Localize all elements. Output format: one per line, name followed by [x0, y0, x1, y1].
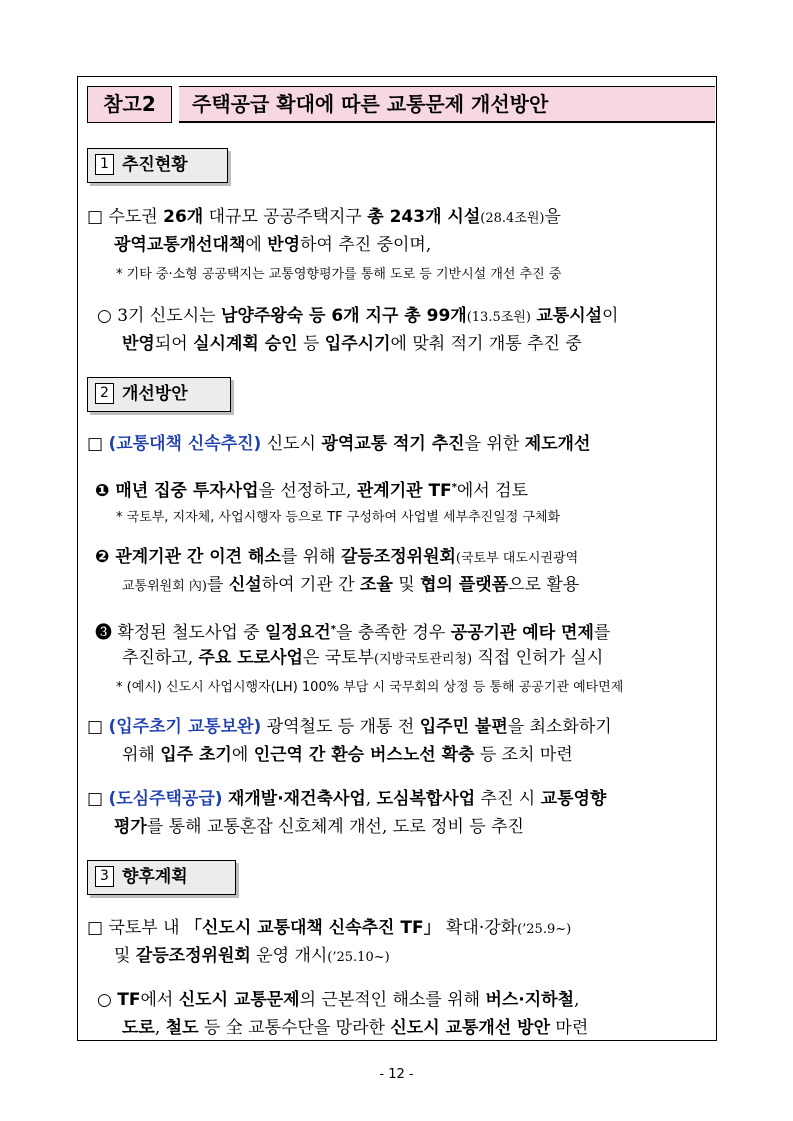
- paragraph-line: 위해 입주 초기에 인근역 간 환승 버스노선 확충 등 조치 마련: [122, 745, 573, 765]
- paragraph-line: □ 국토부 내 「신도시 교통대책 신속추진 TF」 확대·강화(’25.9~): [87, 918, 572, 938]
- section-number: 1: [95, 154, 114, 175]
- paragraph-line: □ 수도권 26개 대규모 공공주택지구 총 243개 시설(28.4조원)을: [87, 207, 561, 227]
- paragraph-line: 추진하고, 주요 도로사업은 국토부(지방국토관리청) 직접 인허가 실시: [122, 648, 604, 668]
- footnote: * (예시) 신도시 사업시행자(LH) 100% 부담 시 국무회의 상정 등 통해 공공기관 예타면제: [116, 680, 624, 695]
- footnote: * 기타 중·소형 공공택지는 교통영향평가를 통해 도로 등 기반시설 개선 추진 중: [116, 267, 562, 282]
- numbered-item: ❸ 확정된 철도사업 중 일정요건*을 충족한 경우 공공기관 예타 면제를: [95, 623, 611, 643]
- paragraph-line: 평가를 통해 교통혼잡 신호체계 개선, 도로 정비 등 추진: [114, 817, 524, 837]
- page-title: 주택공급 확대에 따른 교통문제 개선방안: [179, 86, 715, 123]
- section-heading-plan-ahead: [87, 860, 236, 895]
- section-label: 개선방안: [122, 384, 188, 404]
- paragraph-line: 및 갈등조정위원회 운영 개시(’25.10~): [114, 946, 390, 966]
- paragraph-line: 도로, 철도 등 全 교통수단을 망라한 신도시 교통개선 방안 마련: [122, 1018, 589, 1038]
- numbered-item: ❶ 매년 집중 투자사업을 선정하고, 관계기관 TF*에서 검토: [95, 481, 529, 501]
- paragraph-line: ○ 3기 신도시는 남양주왕숙 등 6개 지구 총 99개(13.5조원) 교통시설이: [97, 306, 619, 326]
- paragraph-line: □ (도심주택공급) 재개발·재건축사업, 도심복합사업 추진 시 교통영향: [87, 789, 607, 809]
- section-number: 3: [95, 866, 114, 887]
- section-label: 향후계획: [122, 867, 188, 887]
- numbered-item: ❷ 관계기관 간 이견 해소를 위해 갈등조정위원회(국토부 대도시권광역: [95, 547, 579, 567]
- section-heading-status: [87, 148, 228, 183]
- reference-tag: 참고2: [87, 86, 172, 123]
- page-number: - 12 -: [379, 1067, 414, 1082]
- paragraph-line: □ (교통대책 신속추진) 신도시 광역교통 적기 추진을 위한 제도개선: [87, 434, 591, 454]
- paragraph-line: 광역교통개선대책에 반영하여 추진 중이며,: [114, 235, 432, 255]
- paragraph-line: 반영되어 실시계획 승인 등 입주시기에 맞춰 적기 개통 추진 중: [122, 334, 582, 354]
- paragraph-line: □ (입주초기 교통보완) 광역철도 등 개통 전 입주민 불편을 최소화하기: [87, 717, 612, 737]
- section-number: 2: [95, 383, 114, 404]
- title-row: [87, 86, 715, 123]
- section-heading-plan: [87, 377, 231, 412]
- paragraph-line: ○ TF에서 신도시 교통문제의 근본적인 해소를 위해 버스·지하철,: [97, 990, 580, 1010]
- footnote: * 국토부, 지자체, 사업시행자 등으로 TF 구성하여 사업별 세부추진일정 구체화: [116, 510, 561, 525]
- paragraph-line: 교통위원회 內)를 신설하여 기관 간 조율 및 협의 플랫폼으로 활용: [122, 575, 580, 595]
- section-label: 추진현황: [122, 155, 188, 175]
